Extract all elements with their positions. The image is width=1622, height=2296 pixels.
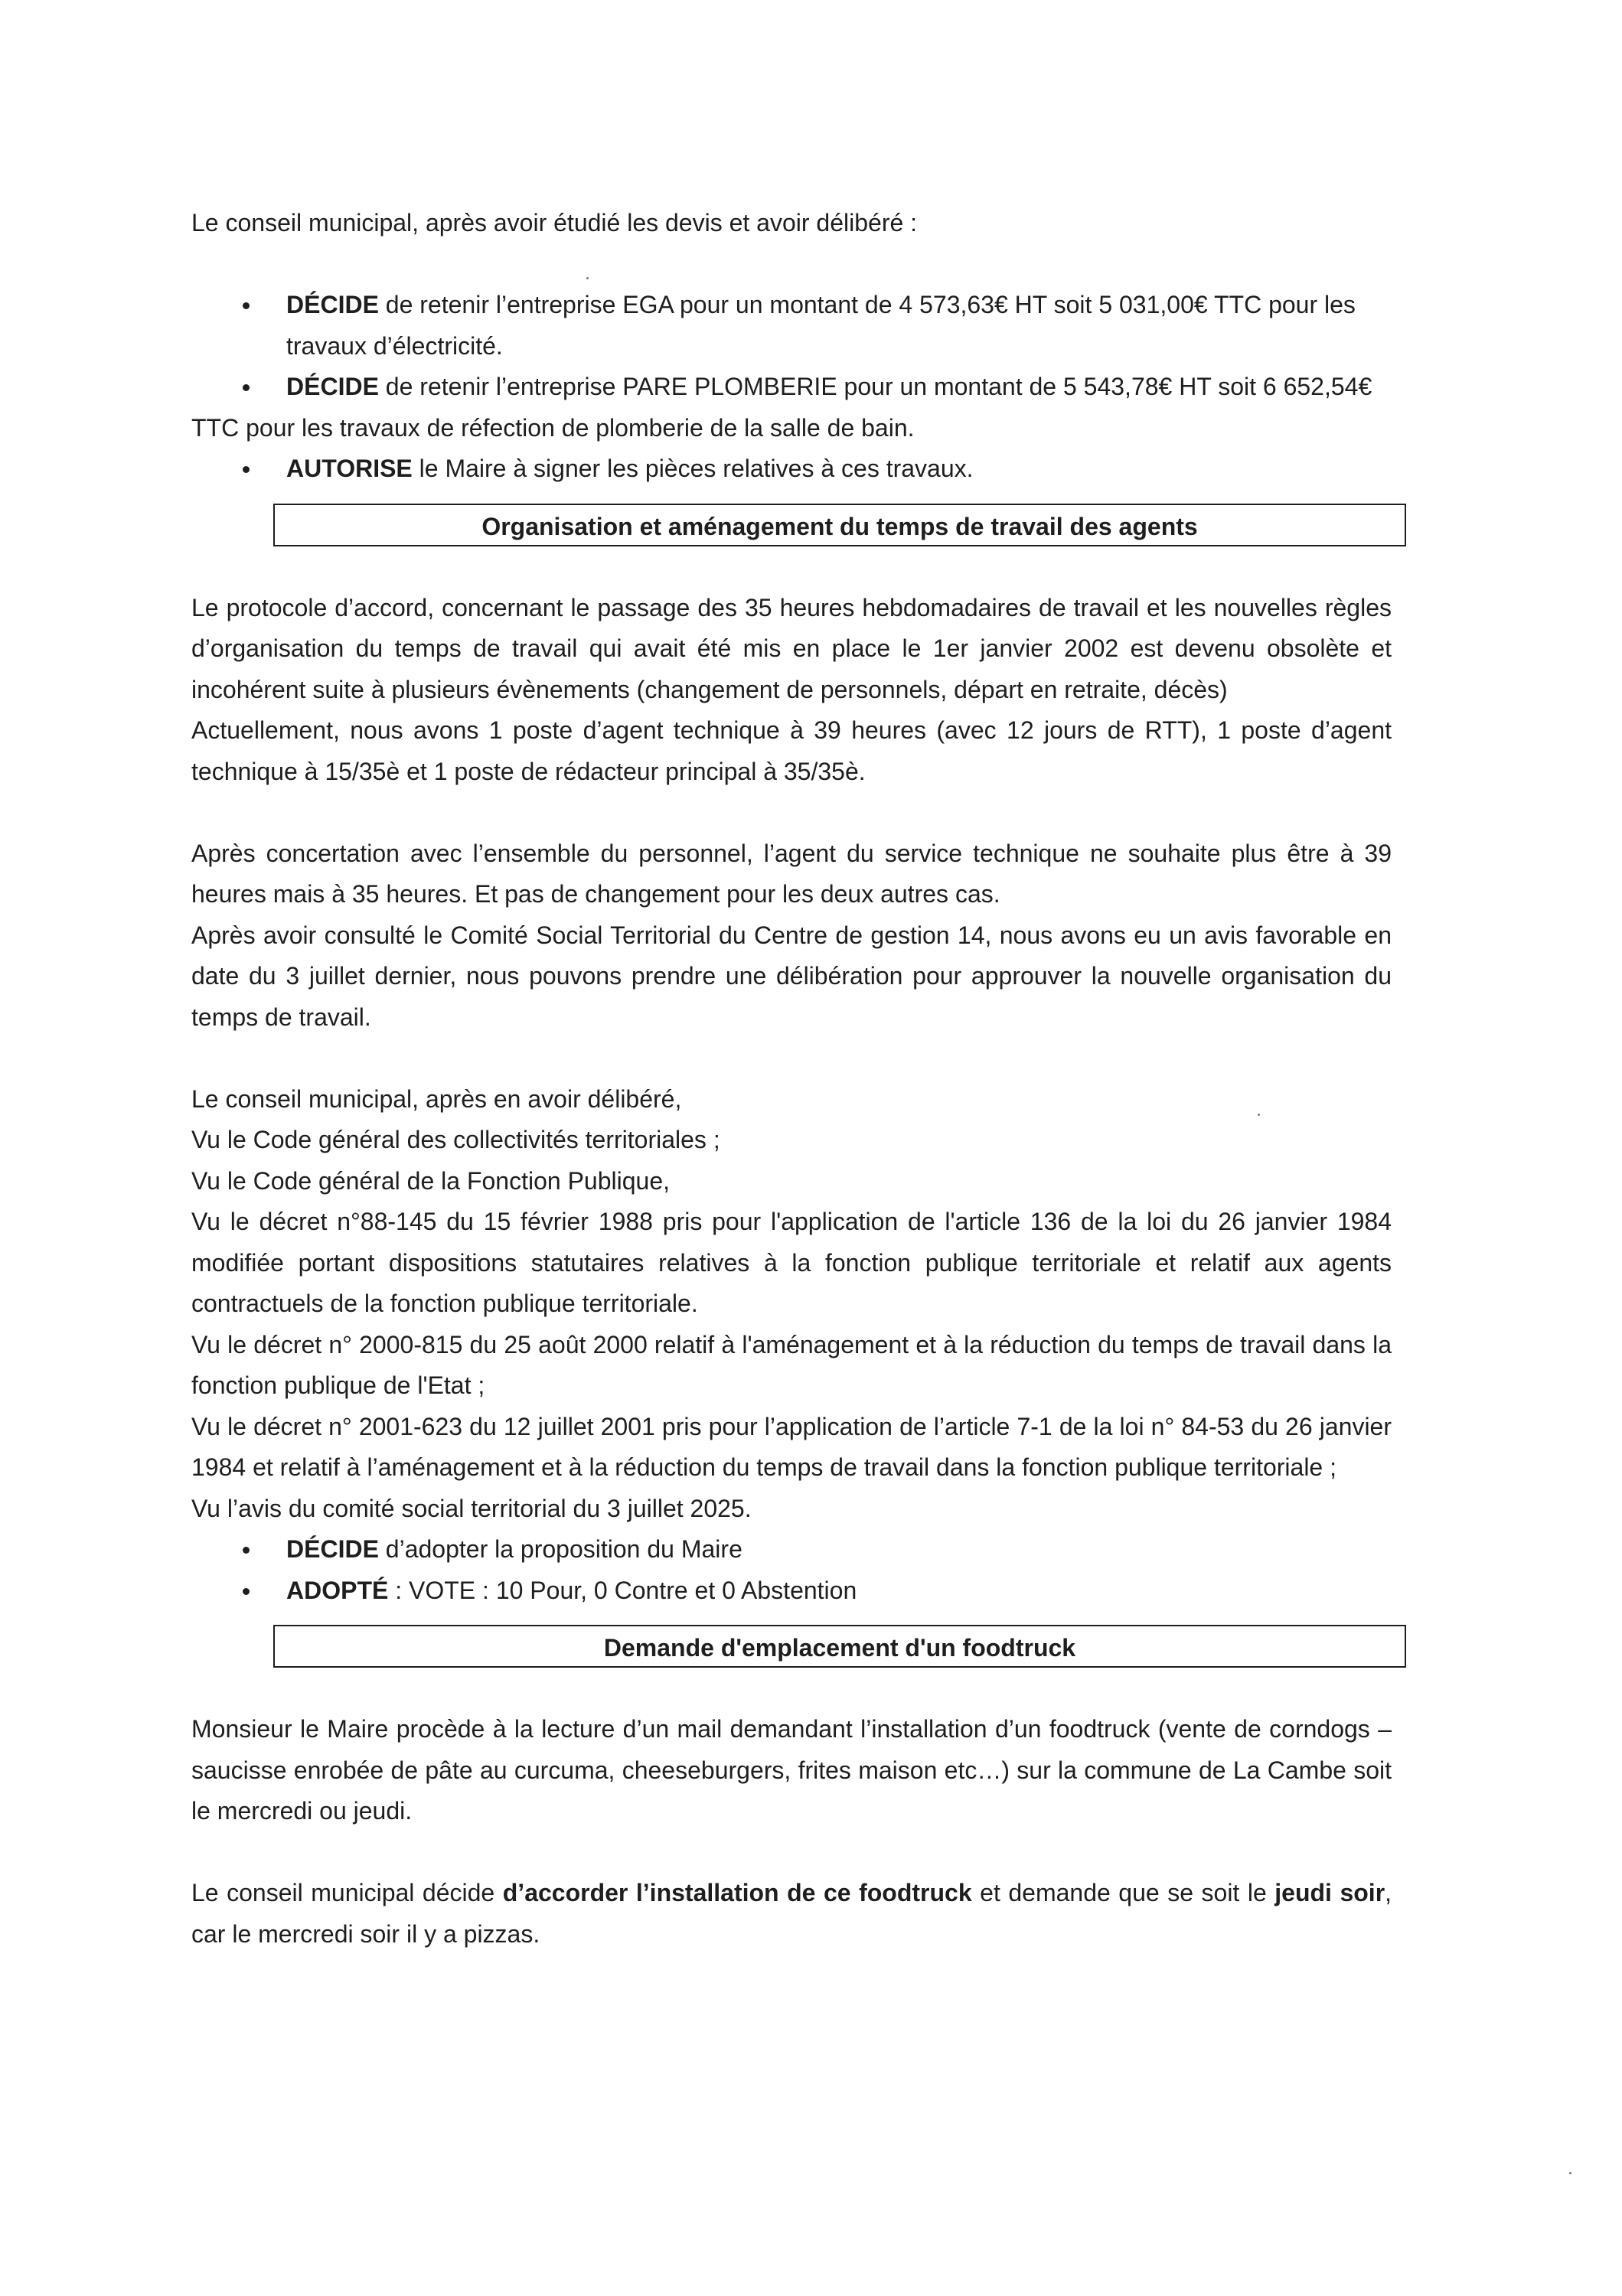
considerant-line: Le conseil municipal, après en avoir délibéré, — [191, 1084, 682, 1113]
spacer — [191, 1038, 1392, 1079]
decision-bold: jeudi soir — [1274, 1879, 1385, 1906]
decision-keyword: DÉCIDE — [286, 373, 379, 400]
considerant-line: Vu le Code général de la Fonction Publique, — [191, 1166, 671, 1195]
list-item — [191, 448, 1392, 490]
decision-text: le Maire à signer les pièces relatives à ces travaux. — [412, 455, 974, 482]
intro-paragraph: Le conseil municipal, après avoir étudié les devis et avoir délibéré : — [191, 209, 918, 236]
considerant-line: Vu l’avis du comité social territorial du 3 juillet 2025. — [191, 1494, 752, 1522]
decision-keyword: AUTORISE — [286, 455, 413, 482]
spacer — [191, 244, 1392, 285]
decision-text: : VOTE : 10 Pour, 0 Contre et 0 Abstention — [388, 1576, 857, 1604]
section-title-box: Demande d'emplacement d'un foodtruck — [273, 1625, 1406, 1668]
spacer — [191, 792, 1392, 833]
list-item — [191, 367, 1392, 448]
list-item — [191, 1529, 1392, 1570]
document-page — [191, 203, 1392, 1955]
decision-tail: , car le mercredi soir il y a pizzas. — [191, 1879, 1392, 1948]
scan-speck — [586, 277, 589, 279]
paragraph: Après avoir consulté le Comité Social Territorial du Centre de gestion 14, nous avons eu un avis favorable en date du 3 juillet dernier, nous pouvons prendre une délibération pour approuver la nouvelle organisation du temps de travail. — [191, 921, 1392, 1031]
decision-mid: et demande que se soit le — [971, 1879, 1275, 1906]
paragraph: Actuellement, nous avons 1 poste d’agent technique à 39 heures (avec 12 jours de RTT), 1 poste d’agent technique à 15/35è et 1 poste de rédacteur principal à 35/35è. — [191, 716, 1392, 785]
paragraph: Monsieur le Maire procède à la lecture d’un mail demandant l’installation d’un foodtruck (vente de corndogs – saucisse enrobée de pâte au curcuma, cheeseburgers, frites maison etc…) sur la commune de La Cambe soit le mercredi ou jeudi. — [191, 1715, 1392, 1825]
decision-text: de retenir l’entreprise EGA pour un montant de 4 573,63€ HT soit 5 031,00€ TTC pour les travaux d’électricité. — [286, 291, 1356, 360]
scan-speck — [1258, 1114, 1260, 1116]
section-title-box: Organisation et aménagement du temps de travail des agents — [273, 504, 1406, 546]
decision-text: de retenir l’entreprise PARE PLOMBERIE pour un montant de 5 543,78€ HT soit 6 652,54€ TTC pour les travaux de réfection de plomberie de la salle de bain. — [191, 373, 1372, 442]
decision-text: d’adopter la proposition du Maire — [378, 1535, 742, 1563]
decision-list-2 — [191, 1529, 1392, 1611]
decision-list-1 — [191, 285, 1392, 490]
decision-keyword: ADOPTÉ — [286, 1576, 389, 1604]
scan-speck — [1569, 2172, 1571, 2174]
considerant-line: Vu le décret n° 2000-815 du 25 août 2000 relatif à l'aménagement et à la réduction du temps de travail dans la fonction publique de l'Etat ; — [191, 1330, 1392, 1399]
considerant-line: Vu le décret n°88-145 du 15 février 1988 pris pour l'application de l'article 136 de la loi du 26 janvier 1984 modifiée portant dispositions statutaires relatives à la fonction publique territoriale et relatif aux agents contractuels de la fonction publique territoriale. — [191, 1208, 1392, 1317]
decision-paragraph — [191, 1873, 1392, 1955]
list-item — [191, 285, 1392, 367]
decision-keyword: DÉCIDE — [286, 1535, 379, 1563]
paragraph: Après concertation avec l’ensemble du personnel, l’agent du service technique ne souhaite plus être à 39 heures mais à 35 heures. Et pas de changement pour les deux autres cas. — [191, 839, 1392, 908]
considerant-line: Vu le décret n° 2001-623 du 12 juillet 2001 pris pour l’application de l’article 7-1 de la loi n° 84-53 du 26 janvier 1984 et relatif à l’aménagement et à la réduction du temps de travail dans la fonction publique territoriale ; — [191, 1412, 1392, 1481]
decision-keyword: DÉCIDE — [286, 291, 379, 318]
paragraph: Le protocole d’accord, concernant le passage des 35 heures hebdomadaires de travail et les nouvelles règles d’organisation du temps de travail qui avait été mis en place le 1er janvier 2002 est devenu obsolète et incohérent suite à plusieurs évènements (changement de personnels, départ en retraite, décès) — [191, 593, 1392, 703]
list-item — [191, 1570, 1392, 1612]
decision-lead: Le conseil municipal décide — [191, 1879, 503, 1906]
decision-bold: d’accorder l’installation de ce foodtruck — [502, 1879, 972, 1906]
considerant-line: Vu le Code général des collectivités territoriales ; — [191, 1126, 720, 1153]
spacer — [191, 1832, 1392, 1874]
